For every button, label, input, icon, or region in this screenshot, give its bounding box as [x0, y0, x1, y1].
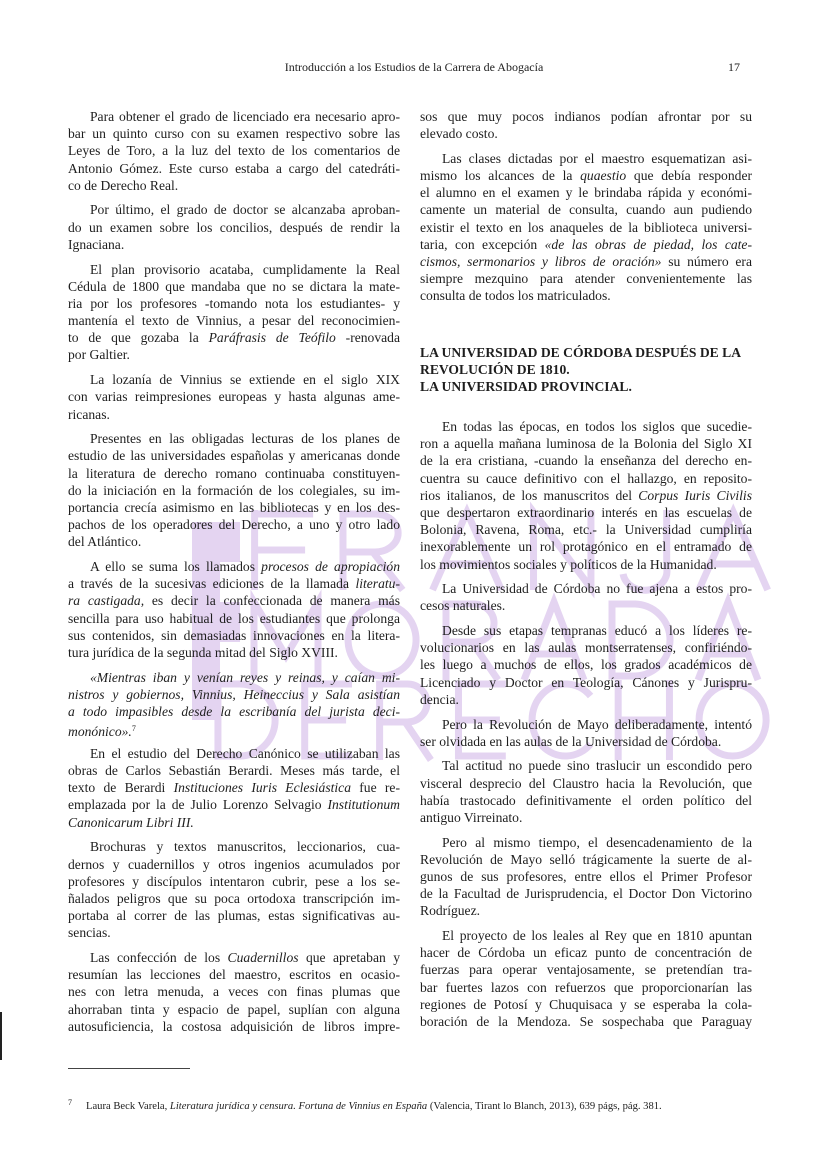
text-run: que debía responder	[626, 168, 753, 184]
text-line	[420, 927, 752, 944]
page-number: 17	[728, 60, 740, 74]
text-run: de la era cristiana, -cuando la enseñanza del derecho en-	[420, 453, 752, 469]
text-run: consulta de todos los matriculados.	[420, 288, 611, 304]
text-run: «Mientras iban y venían reyes y reinas, y caían mi-	[90, 669, 400, 685]
text-run: Corpus Iuris Civilis	[638, 487, 752, 503]
text-line	[420, 167, 752, 184]
text-line	[68, 575, 400, 592]
paragraph	[420, 418, 752, 573]
footnote-divider	[68, 1068, 190, 1069]
text-run: literatu-	[355, 576, 400, 592]
text-line	[68, 669, 400, 686]
text-run: monónico».	[68, 724, 132, 740]
text-line	[68, 592, 400, 609]
text-line	[68, 627, 400, 644]
text-run: emplazada por la de Julio Lorenzo Selvagio	[68, 797, 328, 813]
text-run: ser olvidada en las aulas de la Universidad de Córdoba.	[420, 733, 722, 749]
text-run: dernos y cuadernillos y otros ingenios acumulados por	[68, 856, 400, 872]
text-run: existir el texto en los anaqueles de la biblioteca universi-	[420, 219, 752, 235]
text-line	[68, 924, 400, 941]
text-line	[420, 733, 752, 750]
text-run: su número era	[661, 254, 752, 269]
text-run: cuentra su cauce definitivo con el hallazgo, en reposito-	[420, 470, 752, 486]
text-run: Cuadernillos	[227, 949, 299, 965]
text-line	[68, 720, 400, 740]
text-line	[68, 686, 400, 703]
text-run: que apretaban y	[298, 949, 400, 965]
text-run: Pero al mismo tiempo, el desencadenamiento de la	[442, 834, 752, 850]
text-run: El plan provisorio acataba, cumplidamente la Real	[90, 261, 400, 277]
text-run: por Galtier.	[68, 347, 130, 363]
text-line	[68, 983, 400, 1000]
text-run: texto de Berardi	[68, 780, 174, 796]
text-run: Desde sus etapas tempranas educó a los líderes re-	[442, 623, 752, 639]
text-line	[420, 885, 752, 902]
text-run: pachos de los operadores del Derecho, a uno y otro lado	[68, 517, 400, 533]
text-line	[420, 868, 752, 885]
text-run: la literatura de derecho romano continuaba constituyen-	[68, 465, 400, 481]
paragraph	[420, 927, 752, 1030]
text-run: En el estudio del Derecho Canónico se utilizaban las	[90, 745, 400, 761]
text-run: fue re-	[351, 780, 400, 796]
text-run: antiguo Virreinato.	[420, 809, 523, 825]
text-run: Paráfrasis de Teófilo	[208, 330, 336, 346]
text-run: cesos naturales.	[420, 598, 506, 614]
text-run: a todo impasibles desde la escribanía del jurista deci-	[68, 704, 400, 719]
text-line	[68, 108, 400, 125]
text-run: con varias reimpresiones europeas y hasta algunas ame-	[68, 389, 400, 405]
text-line	[68, 430, 400, 447]
text-line	[420, 108, 752, 125]
paragraph	[68, 669, 400, 738]
text-run: co de Derecho Real.	[68, 177, 179, 193]
text-run: gunos de sus profesores, entre ellos el Primer Profesor	[420, 869, 752, 884]
paragraph	[420, 834, 752, 920]
text-run: sencilla para uso habitual de los estudiantes que prolonga	[68, 610, 400, 626]
text-run: camente un material de consulta, cuando aun pudiendo	[420, 202, 752, 218]
text-line	[68, 346, 400, 363]
text-run: ron a aquella mañana luminosa de la Bolonia del Siglo XI	[420, 436, 752, 452]
text-line	[68, 966, 400, 983]
paragraph	[68, 558, 400, 661]
text-run: Canonicarum Libri III.	[68, 814, 194, 830]
paragraph	[68, 108, 400, 194]
text-run: Ignaciana.	[68, 236, 125, 252]
text-line	[68, 796, 400, 813]
text-line	[420, 851, 752, 868]
text-run: Rodríguez.	[420, 903, 481, 919]
edge-mark	[0, 1012, 2, 1060]
text-run: bar fuertes lazos con refuerzos que proporcionarían las	[420, 979, 752, 995]
text-run: taria, con excepción	[420, 236, 545, 252]
paragraph	[420, 150, 752, 305]
text-run: que despertaron extraordinario interés en las escuelas de	[420, 504, 752, 520]
text-run: La Universidad de Córdoba no fue ajena a estos pro-	[442, 581, 752, 597]
text-line	[68, 949, 400, 966]
text-run: (Valencia, Tirant lo Blanch, 2013), 639 págs, pág. 381.	[427, 1101, 662, 1112]
text-run: boración de la Mendoza. Se sospechaba que Paraguay	[420, 1014, 752, 1029]
text-run: quaestio	[580, 168, 627, 184]
text-run: les luego a muchos de ellos, los grados académicos de	[420, 657, 752, 673]
text-run: Cédula de 1800 que mandaba que no se dictara la mate-	[68, 278, 400, 294]
paragraph	[420, 757, 752, 826]
paragraph	[68, 261, 400, 364]
text-line	[68, 406, 400, 423]
text-line	[68, 201, 400, 218]
text-line	[420, 622, 752, 639]
footnote-text	[86, 1101, 662, 1112]
text-line	[420, 236, 752, 253]
text-run: sencias.	[68, 925, 111, 941]
footnote-number: 7	[68, 1098, 72, 1107]
text-line	[420, 201, 752, 218]
text-run: Para obtener el grado de licenciado era necesario apro-	[90, 109, 400, 124]
text-run: La lozanía de Vinnius se extiende en el siglo XIX	[90, 372, 400, 388]
footnote	[68, 1098, 662, 1112]
text-line	[68, 1001, 400, 1018]
text-line	[68, 838, 400, 855]
text-run: volucionarios en las aulas montserratenses, confiriéndo-	[420, 640, 752, 656]
text-run: do la iniciación en la formación de los colegiales, su im-	[68, 482, 400, 498]
text-line	[68, 610, 400, 627]
text-line	[68, 142, 400, 159]
text-run: elevado costo.	[420, 126, 498, 142]
text-line	[420, 674, 752, 691]
text-run: cismos, sermonarios y libros de oración»	[420, 254, 662, 269]
text-run: los movimientos sociales y políticos de la Humanidad.	[420, 556, 717, 572]
text-run: estudio de las universidades españolas y americanas donde	[68, 448, 400, 464]
text-line	[420, 979, 752, 996]
text-run: había trastocado definitivamente el orden político del	[420, 792, 752, 808]
text-run: Tal actitud no puede sino traslucir un escondido pero	[442, 758, 752, 774]
text-run: visceral desprecio del Claustro hacia la Revolución, que	[420, 775, 752, 791]
text-line	[420, 691, 752, 708]
text-line	[420, 556, 752, 573]
text-line	[420, 184, 752, 201]
text-run: Bolonia, Ravena, Roma, etc.- la Universidad cumpliría	[420, 522, 752, 538]
text-run: sos que muy pocos indianos podían afrontar por su	[420, 109, 752, 124]
text-line	[420, 487, 752, 504]
text-run: autosuficiencia, la costosa adquisición de libros impre-	[68, 1018, 400, 1034]
text-line	[68, 261, 400, 278]
text-run: ricanas.	[68, 406, 110, 422]
paragraph	[68, 838, 400, 941]
text-line	[420, 418, 752, 435]
paragraph	[420, 716, 752, 750]
text-run: inexorablemente un rol protagónico en el entramado de	[420, 539, 752, 555]
text-run: de la Facultad de Jurisprudencia, el Doctor Don Victorino	[420, 886, 752, 902]
right-column-top	[420, 108, 752, 312]
text-line	[68, 703, 400, 720]
text-run: Laura Beck Varela,	[86, 1101, 170, 1112]
text-run: Institutionum	[327, 797, 400, 813]
footnote-ref[interactable]: 7	[131, 724, 136, 734]
text-line	[68, 516, 400, 533]
text-line	[68, 160, 400, 177]
text-run: a través de la sucesivas ediciones de la llamada	[68, 576, 356, 592]
text-line	[68, 558, 400, 575]
text-run: nistros y gobiernos, Vinnius, Heineccius y Sala asistían	[68, 686, 400, 702]
text-line	[420, 538, 752, 555]
heading-line: LA UNIVERSIDAD PROVINCIAL.	[420, 379, 632, 394]
text-line	[420, 944, 752, 961]
text-run: Revolución de Mayo selló trágicamente la suerte de al-	[420, 851, 752, 867]
text-line	[420, 639, 752, 656]
text-run: A ello se suma los llamados	[90, 559, 262, 574]
text-line	[420, 287, 752, 304]
text-run: to de que gozaba la	[68, 330, 209, 346]
paragraph	[420, 108, 752, 142]
text-run: Las clases dictadas por el maestro esquematizan asi-	[442, 150, 752, 166]
text-line	[420, 597, 752, 614]
text-line	[420, 757, 752, 774]
text-run: Instituciones Iuris Eclesiástica	[173, 780, 351, 796]
right-column-body	[420, 418, 752, 1038]
text-line	[420, 580, 752, 597]
text-run: siempre mezquino para atender convenientemente las	[420, 271, 752, 287]
text-run: procesos de apropiación	[261, 559, 400, 574]
text-line	[68, 890, 400, 907]
text-line	[420, 656, 752, 673]
text-line	[68, 779, 400, 796]
text-run: ñalados peligros que su poca ortodoxa transcripción im-	[68, 890, 400, 906]
text-line	[68, 236, 400, 253]
text-line	[68, 482, 400, 499]
text-run: Licenciado y Doctor en Teología, Cánones y Jurispru-	[420, 674, 752, 690]
text-run: Brochuras y textos manuscritos, leccionarios, cua-	[90, 839, 400, 855]
text-line	[420, 716, 752, 733]
text-line	[68, 745, 400, 762]
paragraph	[420, 622, 752, 708]
text-line	[420, 253, 752, 270]
text-line	[68, 533, 400, 550]
text-line	[68, 219, 400, 236]
text-line	[420, 834, 752, 851]
text-run: ria por los profesores -tomando nota los estudiantes- y	[68, 295, 400, 311]
text-run: rios italianos, de los manuscritos del	[420, 487, 639, 503]
text-line	[420, 902, 752, 919]
text-line	[420, 125, 752, 142]
text-run: tura jurídica de la segunda mitad del Siglo XVIII.	[68, 644, 338, 660]
text-run: portancia crecía asimismo en las bibliotecas y en los des-	[68, 499, 400, 515]
text-line	[420, 219, 752, 236]
text-line	[68, 278, 400, 295]
text-run: mismo los alcances de la	[420, 168, 581, 184]
text-run: mantenía el texto de Vinnius, a pesar del reconocimien-	[68, 313, 400, 329]
paragraph	[68, 745, 400, 831]
text-run: obras de Carlos Sebastián Berardi. Meses más tarde, el	[68, 763, 400, 779]
text-line	[420, 270, 752, 287]
text-line	[68, 644, 400, 661]
text-run: es decir la confeccionada de manera más	[144, 593, 401, 609]
text-run: Presentes en las obligadas lecturas de los planes de	[90, 431, 400, 447]
left-column	[68, 108, 400, 1042]
text-line	[68, 873, 400, 890]
text-run: En todas las épocas, en todos los siglos que sucedie-	[442, 419, 752, 434]
text-run: do un examen sobre los concilios, después de rendir la	[68, 219, 400, 235]
text-line	[68, 814, 400, 831]
text-line	[420, 150, 752, 167]
text-line	[420, 1013, 752, 1030]
text-line	[68, 1018, 400, 1035]
text-run: «de las obras de piedad, los cate-	[544, 236, 752, 252]
text-line	[420, 470, 752, 487]
heading-line: REVOLUCIÓN DE 1810.	[420, 362, 570, 377]
text-run: el alumno en el examen y le brindaba rápida y económi-	[420, 185, 752, 201]
paragraph	[68, 201, 400, 253]
text-line	[420, 792, 752, 809]
paragraph	[420, 580, 752, 614]
text-run: ahorraban tinta y espacio de papel, suplían con alguna	[68, 1001, 400, 1017]
text-run: del Atlántico.	[68, 534, 142, 550]
text-line	[68, 295, 400, 312]
text-run: resumían las lecciones del maestro, escritos en ocasio-	[68, 967, 400, 983]
text-run: hacer de Córdoba un eficaz punto de concentración de	[420, 945, 752, 961]
text-run: dencia.	[420, 691, 459, 707]
text-run: bar un quinto curso con su examen respectivo sobre las	[68, 126, 400, 142]
text-run: profesores y discípulos intentaron cubrir, pese a los se-	[68, 873, 400, 889]
text-line	[68, 329, 400, 346]
text-run: portaba al correr de las plumas, estas significativas au-	[68, 908, 400, 924]
text-line	[68, 371, 400, 388]
text-run: Antonio Gómez. Este curso estaba a cargo del catedráti-	[68, 160, 400, 176]
text-line	[68, 762, 400, 779]
text-line	[420, 809, 752, 826]
text-line	[420, 775, 752, 792]
text-run: Las confección de los	[90, 949, 228, 965]
text-line	[420, 452, 752, 469]
running-header-title: Introducción a los Estudios de la Carrera de Abogacía	[284, 60, 544, 74]
text-line	[420, 435, 752, 452]
text-line	[68, 907, 400, 924]
text-line	[68, 177, 400, 194]
text-line	[420, 521, 752, 538]
text-line	[68, 499, 400, 516]
text-run: El proyecto de los leales al Rey que en 1810 apuntan	[442, 928, 752, 944]
text-line	[68, 388, 400, 405]
text-line	[68, 447, 400, 464]
heading-line: LA UNIVERSIDAD DE CÓRDOBA DESPUÉS DE LA	[420, 345, 742, 360]
text-run: Leyes de Toro, a la luz del texto de los comentarios de	[68, 143, 400, 159]
text-run: Por último, el grado de doctor se alcanzaba aproban-	[90, 202, 400, 218]
paragraph	[68, 371, 400, 423]
text-run: regiones de Potosí y Chuquisaca y se esperaba la cola-	[420, 996, 752, 1012]
paragraph	[68, 949, 400, 1035]
text-line	[420, 504, 752, 521]
text-run: fuerzas para operar ventajosamente, se pretendían tra-	[420, 962, 752, 978]
text-line	[68, 125, 400, 142]
text-line	[420, 961, 752, 978]
paragraph	[68, 430, 400, 550]
section-heading	[420, 344, 760, 395]
text-run: ra castigada,	[68, 593, 145, 609]
text-run: -renovada	[335, 330, 401, 346]
text-run: sus contenidos, sin demasiadas innovaciones en la litera-	[68, 627, 400, 643]
text-run: Pero la Revolución de Mayo deliberadamente, intentó	[442, 716, 752, 732]
text-run: Literatura jurídica y censura. Fortuna de Vinnius en España	[169, 1101, 428, 1112]
text-line	[68, 856, 400, 873]
text-line	[420, 996, 752, 1013]
text-line	[68, 465, 400, 482]
text-run: nes con letra menuda, a veces con finas plumas que	[68, 984, 400, 1000]
text-line	[68, 312, 400, 329]
